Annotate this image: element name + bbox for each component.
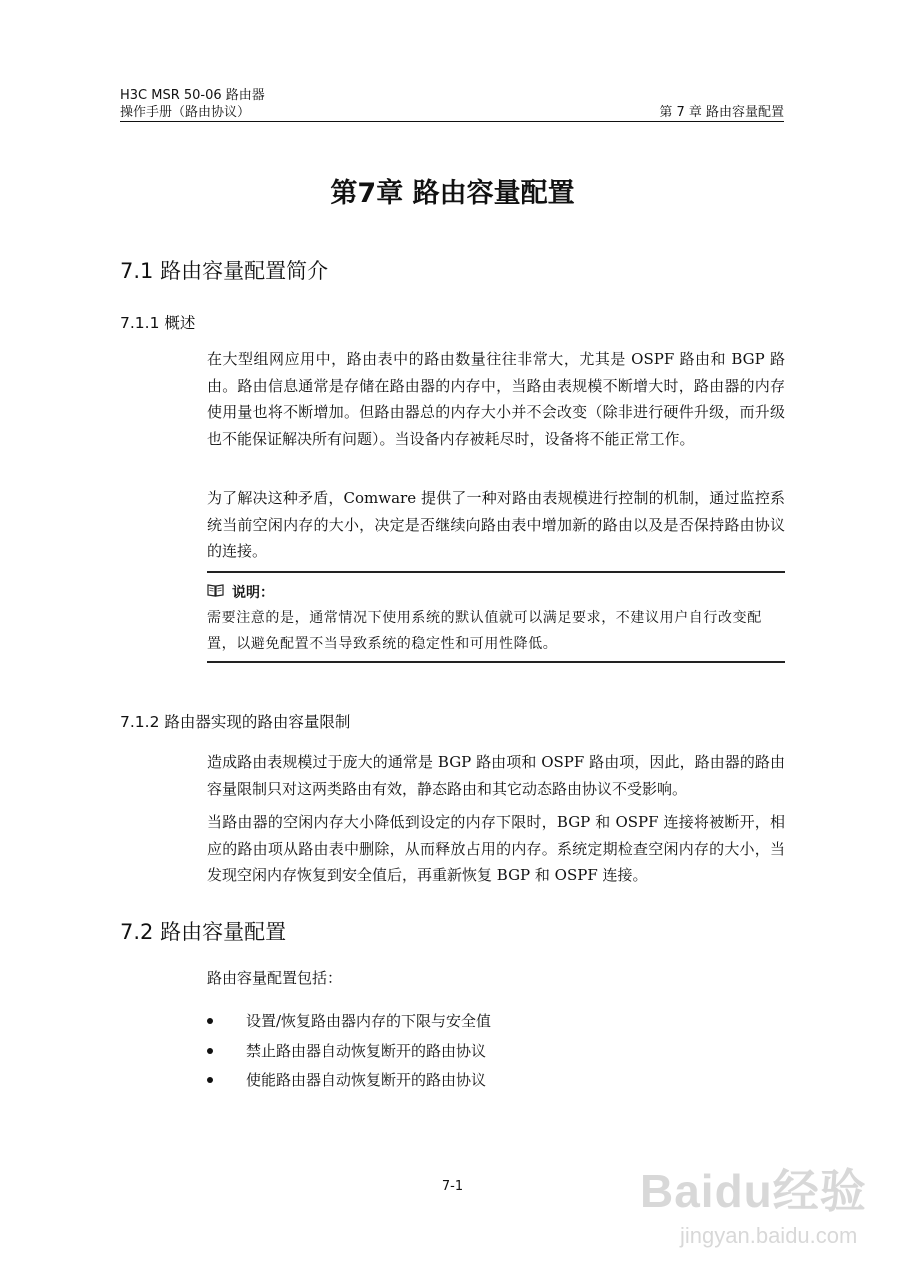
list-item-text: 设置/恢复路由器内存的下限与安全值 — [246, 1012, 492, 1030]
header-manual: 操作手册（路由协议） — [120, 105, 251, 120]
section-7-1-1-title: 7.1.1 概述 — [120, 314, 196, 332]
section-7-2-title: 7.2 路由容量配置 — [120, 920, 287, 944]
baidu-jingyan-watermark — [640, 1155, 870, 1267]
config-intro: 路由容量配置包括： — [207, 969, 343, 987]
header-product: H3C MSR 50-06 路由器 — [120, 88, 265, 103]
limit-paragraph-1: 造成路由表规模过于庞大的通常是 BGP 路由项和 OSPF 路由项，因此，路由器的路由容量限制只对这两类路由有效，静态路由和其它动态路由协议不受影响。 — [207, 753, 785, 798]
note-label: 说明： — [232, 585, 274, 601]
list-item-text: 禁止路由器自动恢复断开的路由协议 — [246, 1042, 487, 1060]
chapter-title: 第7章 路由容量配置 — [330, 178, 575, 209]
bullet-dot — [207, 1077, 213, 1083]
section-7-1-title: 7.1 路由容量配置简介 — [120, 259, 329, 283]
book-icon — [207, 583, 224, 603]
overview-paragraph-2: 为了解决这种矛盾，Comware 提供了一种对路由表规模进行控制的机制，通过监控系统当前空闲内存的大小，决定是否继续向路由表中增加新的路由以及是否保持路由协议的连接。 — [207, 489, 785, 560]
list-item-text: 使能路由器自动恢复断开的路由协议 — [246, 1071, 487, 1089]
note-top-rule — [207, 571, 785, 573]
list-item — [207, 1010, 767, 1032]
bullet-dot — [207, 1018, 213, 1024]
section-7-1-2-title: 7.1.2 路由器实现的路由容量限制 — [120, 713, 351, 731]
overview-paragraph-1: 在大型组网应用中，路由表中的路由数量往往非常大，尤其是 OSPF 路由和 BGP 路由。路由信息通常是存储在路由器的内存中，当路由表规模不断增大时，路由器的内存使用量也将不断增加。但路由器总的内存大小并不会改变（除非进行硬件升级，而升级也不能保证解决所有问题）。当设备内存被耗尽时，设备将不能正常工作。 — [207, 350, 785, 448]
bullet-dot — [207, 1048, 213, 1054]
header-rule — [120, 121, 784, 122]
watermark-url: jingyan.baidu.com — [680, 1223, 858, 1248]
list-item — [207, 1040, 767, 1062]
note-bottom-rule — [207, 661, 785, 663]
watermark-logo: Baidu经验 — [640, 1165, 867, 1217]
limit-paragraph-2: 当路由器的空闲内存大小降低到设定的内存下限时，BGP 和 OSPF 连接将被断开，相应的路由项从路由表中删除，从而释放占用的内存。系统定期检查空闲内存的大小，当发现空闲内存恢复到安全值后，再重新恢复 BGP 和 OSPF 连接。 — [207, 813, 785, 884]
page-number: 7-1 — [441, 1179, 464, 1194]
list-item — [207, 1069, 767, 1091]
note-text: 需要注意的是，通常情况下使用系统的默认值就可以满足要求，不建议用户自行改变配置，以避免配置不当导致系统的稳定性和可用性降低。 — [207, 610, 762, 652]
note-heading — [207, 583, 274, 603]
header-chapter-ref: 第 7 章 路由容量配置 — [659, 105, 784, 120]
